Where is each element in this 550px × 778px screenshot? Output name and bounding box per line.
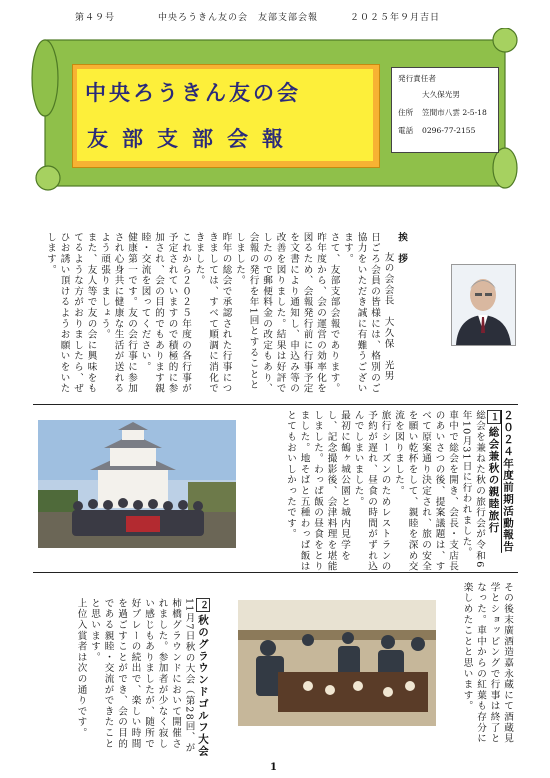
newsletter-title-line2: 友部支部会報 bbox=[87, 126, 297, 151]
section1-number-badge: １ bbox=[488, 412, 499, 423]
title-panel bbox=[72, 64, 380, 168]
issue-number: 第４９号 bbox=[75, 13, 116, 23]
section2-title: 秋のグラウンドゴルフ大会 bbox=[197, 614, 209, 758]
section1-paragraph: 総会を兼ねた秋の旅行会が令和6年10月31日に行われました。 bbox=[460, 410, 485, 569]
section2-paragraph: 上位入賞者は次の通りです。 bbox=[75, 598, 87, 739]
publisher-info-box bbox=[391, 67, 499, 153]
president-portrait bbox=[451, 264, 516, 346]
greeting-author: 友の会会長 大久保 光男 bbox=[382, 252, 394, 382]
issue-date: ２０２５年９月吉日 bbox=[350, 13, 441, 23]
newsletter-title-line1: 中央ろうきん友の会 bbox=[85, 80, 301, 105]
greeting-column bbox=[28, 232, 408, 397]
travel-continuation-column bbox=[444, 582, 514, 752]
section-divider bbox=[33, 572, 518, 573]
address-value: 笠間市八雲 2-5-18 bbox=[422, 108, 487, 117]
greeting-paragraph: さて、友部支部会報であります。昨年度から、会の運営の効率化を図るため、会報発行前に行事予定を文書により通知し、申込み等の改善を図りました。結果は好評でしたので郵便料金の改定もあり、会報の発行を年1回とすることとしました。 bbox=[234, 232, 340, 394]
section1-paragraph: 最初に鶴ヶ城公園と城内見学をし、記念撮影後、会津料理を堪能しました。わっぱ飯の昼食をとりました。地そばと五種わっぱ飯はとてもおいしかったです。 bbox=[285, 410, 350, 572]
section1-title: 総会兼秋の親睦旅行 bbox=[487, 426, 500, 534]
greeting-heading: 挨 拶 bbox=[396, 232, 407, 265]
section2-column bbox=[40, 598, 210, 758]
phone-label: 電話 bbox=[398, 126, 414, 135]
address-label: 住所 bbox=[398, 108, 414, 117]
section1-column bbox=[256, 410, 514, 572]
greeting-paragraph: 昨年の総会で承認された行事につきましては、すべて順調に消化できました。 bbox=[193, 232, 232, 394]
castle-group-photo bbox=[38, 420, 236, 548]
activity-report-heading: ２０２４年度前期活動報告 bbox=[502, 410, 514, 553]
travel-paragraph: その後末廣酒造嘉永蔵にて酒蔵見学とショッピングで行事は終了となった。車中からの紅葉も存分に楽しめたことと思います。 bbox=[461, 582, 513, 744]
publisher-name: 大久保光男 bbox=[422, 90, 460, 99]
greeting-paragraph: 健康第一です。友の会行事に参加され心身共に健康な生活が送れるよう頑張りましょう。 bbox=[99, 232, 137, 394]
phone-value: 0296-77-2155 bbox=[422, 126, 476, 135]
greeting-paragraph: これから２０２５年度の各行事が予定されていますので積極的に参加され、会の目的でもあります親睦・交流を図ってください。 bbox=[139, 232, 191, 394]
greeting-paragraph: 日ごろ会員の皆様には、格別のご協力をいただき誠に有難うございます。 bbox=[342, 232, 380, 394]
newsletter-org-name: 中央ろうきん友の会 友部支部会報 bbox=[158, 13, 319, 23]
section-divider bbox=[33, 404, 518, 405]
section2-number-badge: ２ bbox=[198, 600, 208, 611]
section2-paragraph: 11月7日秋の大会（第28回、が柿橋グラウンドにおいて開催されました。参加者が少なく寂しい感じもありましたが、随所で好プレーの続出で、楽しい時間を過ごすことができ、会の目的である親睦・交流ができたことと思います。 bbox=[89, 598, 195, 754]
publisher-label: 発行責任者 bbox=[398, 74, 436, 83]
dinner-party-photo bbox=[238, 600, 436, 726]
greeting-paragraph: また、友人等で友の会に興味をもてるような方がおりましたら、ぜひお誘い頂けるようお願いをいたします。 bbox=[45, 232, 97, 394]
page-number: 1 bbox=[270, 762, 277, 773]
section1-paragraph: 旅行シーズンのためレストランの予約が遅れ、昼食の時間がずれ込んでしまいました。 bbox=[352, 410, 391, 572]
section1-paragraph: 車中で総会を開き、会長・支店長のあいさつの後、提案議題は、すべて原案通り決定され、旅の安全を願い乾杯をして、親睦を深め交流を図りました。 bbox=[393, 410, 458, 572]
